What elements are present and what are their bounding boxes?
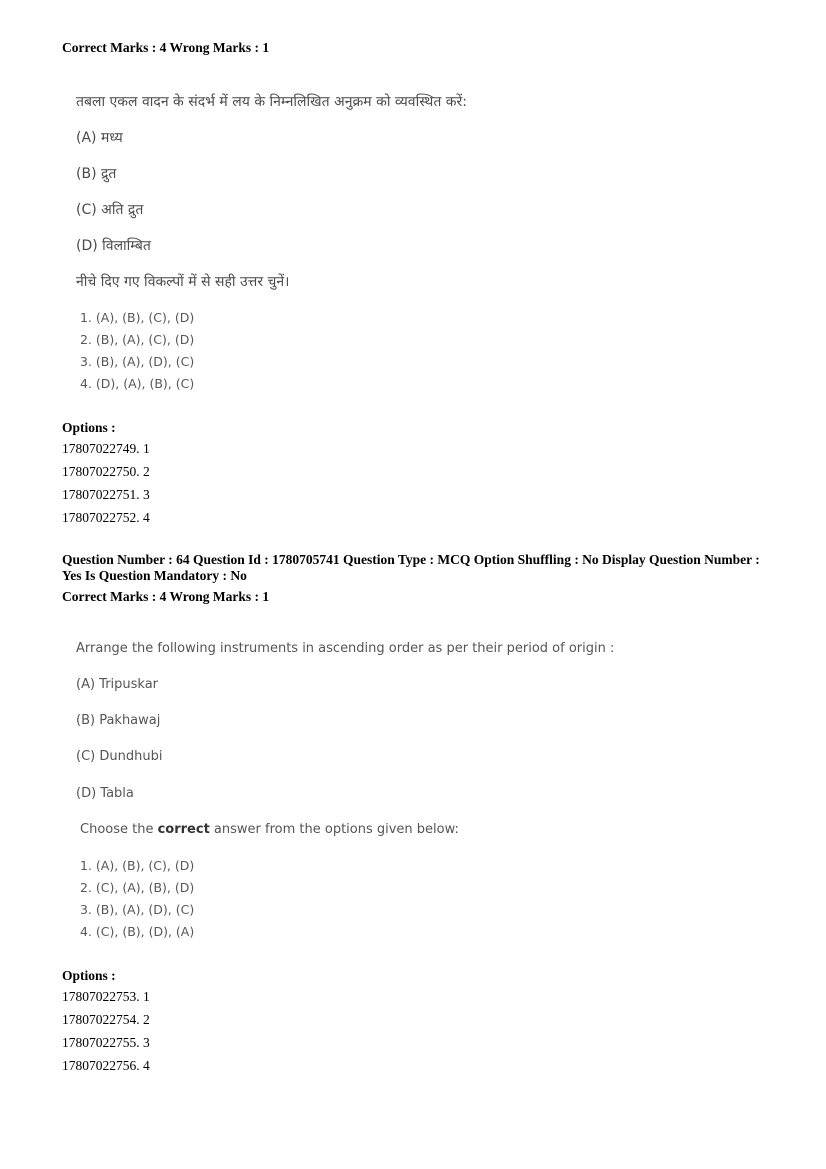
q64-answer-choice: 1. (A), (B), (C), (D): [80, 858, 195, 873]
q63-answer-choice: 2. (B), (A), (C), (D): [80, 332, 195, 347]
q64-stem: Arrange the following instruments in ascending order as per their period of origin :: [76, 641, 615, 656]
q64-option: 17807022754. 2: [62, 1012, 150, 1027]
q63-answer-choice: 4. (D), (A), (B), (C): [80, 376, 195, 391]
q63-option: 17807022752. 4: [62, 510, 150, 525]
q63-marks-line: Correct Marks : 4 Wrong Marks : 1: [62, 40, 270, 55]
q63-instruction: नीचे दिए गए विकल्पों में से सही उत्तर चुनें।: [76, 274, 290, 290]
q64-option: 17807022756. 4: [62, 1058, 150, 1073]
q64-options-label: Options :: [62, 968, 116, 983]
q63-answer-choice: 3. (B), (A), (D), (C): [80, 354, 195, 369]
q64-options-list: [62, 985, 150, 1077]
q63-options-list: [62, 437, 150, 529]
q64-instruction-bold: correct: [157, 822, 210, 837]
q64-item-c: (C) Dundhubi: [76, 749, 163, 764]
q63-item-c: (C) अति द्रुत: [76, 202, 144, 218]
q64-meta-line: Question Number : 64 Question Id : 1780705741 Question Type : MCQ Option Shuffling : No Display Question Number : Yes Is Question Mandatory : No: [62, 552, 760, 583]
q64-marks-line: Correct Marks : 4 Wrong Marks : 1: [62, 589, 270, 604]
q64-option: 17807022753. 1: [62, 989, 150, 1004]
q63-stem: तबला एकल वादन के संदर्भ में लय के निम्नलिखित अनुक्रम को व्यवस्थित करें:: [76, 94, 467, 110]
q63-answer-choices: [80, 307, 194, 395]
q64-instruction: [80, 822, 459, 837]
q63-item-a: (A) मध्य: [76, 130, 123, 146]
q64-item-d: (D) Tabla: [76, 786, 134, 801]
q63-item-d: (D) विलाम्बित: [76, 238, 151, 254]
q64-item-b: (B) Pakhawaj: [76, 713, 161, 728]
q64-option: 17807022755. 3: [62, 1035, 150, 1050]
q63-option: 17807022749. 1: [62, 441, 150, 456]
q64-answer-choices: [80, 855, 194, 943]
q63-options-label: Options :: [62, 420, 116, 435]
q63-option: 17807022750. 2: [62, 464, 150, 479]
q64-item-a: (A) Tripuskar: [76, 677, 159, 692]
q63-item-b: (B) द्रुत: [76, 166, 117, 182]
q63-option: 17807022751. 3: [62, 487, 150, 502]
q64-answer-choice: 2. (C), (A), (B), (D): [80, 880, 195, 895]
q64-instruction-pre: Choose the: [80, 822, 158, 837]
q64-answer-choice: 4. (C), (B), (D), (A): [80, 924, 195, 939]
q63-answer-choice: 1. (A), (B), (C), (D): [80, 310, 195, 325]
q64-answer-choice: 3. (B), (A), (D), (C): [80, 902, 195, 917]
q64-instruction-post: answer from the options given below:: [209, 822, 459, 837]
